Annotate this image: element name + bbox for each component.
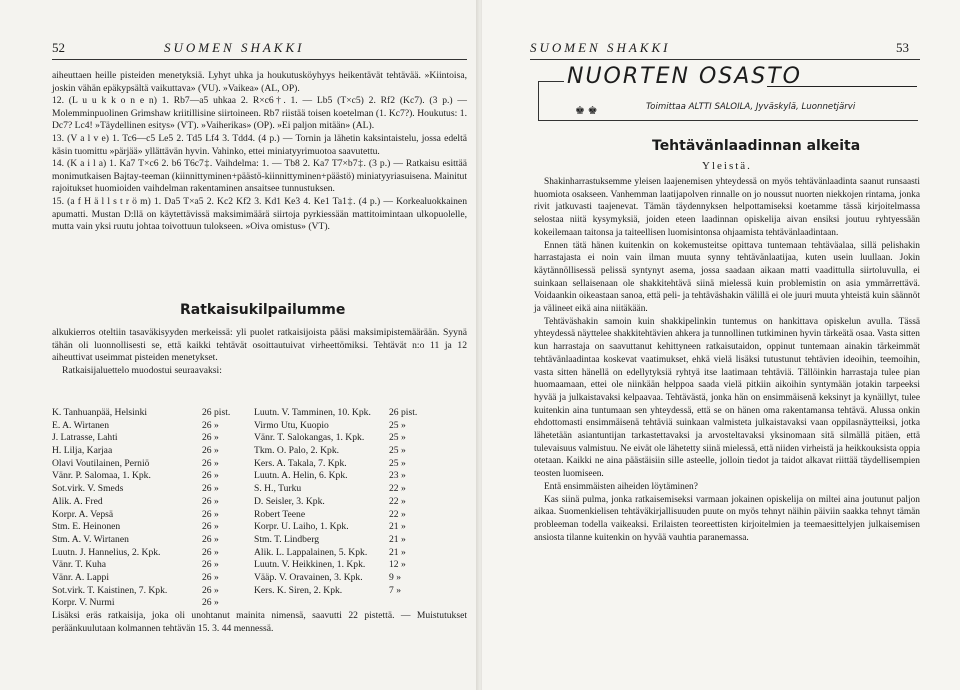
- solver-name: Robert Teene: [254, 508, 306, 520]
- solver-points: 22 »: [389, 495, 406, 507]
- solver-points: 26 »: [202, 508, 219, 520]
- paragraph: Ennen tätä hänen kuitenkin on kokemusteitse opittava tuntemaan tehtäväalaa, sillä pelishakin harrastajasta ei noin vain ilman muuta synny tehtävänlaatijaa, kuten usein luullaan. Jokin käytännöllisessä pelissä syntynyt asema, jossa saadaan aikaan matti vaadittulla siirtoluvulla, ei suinkaan sellaisenaan ole shakkitehtävä siinä mielessä kuin problemistin on asia ymmärrettävä. Voidaankin oikeastaan sanoa, että peli- ja tehtäväshakin välillä ei ole juuri muuta yhteistä kuin säännöt ja välineet eikä aina niitäkään.: [534, 240, 920, 315]
- table-row: [52, 597, 467, 610]
- solver-points: 26 »: [202, 470, 219, 482]
- solver-name: Vänr. A. Lappi: [52, 571, 110, 583]
- solver-points: 21 »: [389, 521, 406, 533]
- solver-points: 12 »: [389, 559, 406, 571]
- left-page: [0, 0, 478, 690]
- table-row: [52, 432, 467, 445]
- solver-name: Luutn. V. Tamminen, 10. Kpk.: [254, 407, 371, 418]
- solver-points: 26 pist.: [389, 407, 418, 418]
- table-row: [52, 559, 467, 572]
- section-text: [52, 327, 467, 377]
- solver-name: Alik. A. Fred: [52, 495, 103, 507]
- solver-name: Vääp. V. Oravainen, 3. Kpk.: [254, 571, 363, 583]
- table-row: [52, 458, 467, 471]
- article-body: [534, 176, 920, 544]
- paragraph: 14. (K a i l a) 1. Ka7 T×c6 2. b6 T6c7‡. Vaihdelma: 1. — Tb8 2. Ka7 T7×b7‡. (3 p.) — Ratkaisu esittää monimutkaisen Bajtay-teeman (kiinnittyminen+päästö-kiinnittyminen+päästö) miniatyyriasuisena. Mainitut rajoitukset huomioiden vaihdelman rakentaminen ansaitsee tunnustuksen.: [52, 158, 468, 195]
- solver-points: 26 »: [202, 419, 219, 431]
- paragraph: Ratkaisijaluettelo muodostui seuraavaksi:: [62, 364, 222, 376]
- solver-points: 26 »: [202, 445, 219, 457]
- solver-name: Luutn. J. Hannelius, 2. Kpk.: [52, 546, 161, 558]
- solver-name: Sot.virk. T. Kaistinen, 7. Kpk.: [52, 584, 168, 596]
- table-row: [52, 445, 467, 458]
- solver-points: 26 »: [202, 571, 219, 583]
- solver-results-table: [52, 407, 467, 610]
- solver-name: Tkm. O. Palo, 2. Kpk.: [254, 445, 340, 457]
- solver-name: Korpr. V. Nurmi: [52, 597, 115, 609]
- right-header: [530, 40, 920, 60]
- solver-name: Stm. E. Heinonen: [52, 521, 121, 533]
- solver-points: 25 »: [389, 419, 406, 431]
- paragraph: aiheuttaen heille pisteiden menetyksiä. Lyhyt uhka ja houkutusköyhyys heikentävät tehtävää. »Kiintoisa, joskin vähän epäkypsältä vaikuttava» (VU). »Vaikea» (AL, OP).: [52, 70, 467, 94]
- solver-points: 26 »: [202, 457, 219, 469]
- table-row: [52, 470, 467, 483]
- solver-name: Korpr. U. Laiho, 1. Kpk.: [254, 521, 349, 533]
- solver-points: 7 »: [389, 584, 401, 596]
- title-frame: [538, 81, 539, 121]
- solver-name: Alik. L. Lappalainen, 5. Kpk.: [254, 546, 368, 558]
- solver-name: K. Tanhuanpää, Helsinki: [52, 407, 148, 418]
- solver-name: Vänr. T. Salokangas, 1. Kpk.: [254, 432, 365, 444]
- solver-points: 26 »: [202, 483, 219, 495]
- table-row: [52, 585, 467, 598]
- title-underline: [767, 86, 917, 87]
- solver-name: Stm. A. V. Wirtanen: [52, 533, 129, 545]
- paragraph: 15. (a f H ä l l s t r ö m) 1. Da5 T×a5 2. Kc2 Kf2 3. Kd1 Ke3 4. Ke1 Ta1‡. (4 p.) — Korkealuokkainen apumatti. Mustan D:llä on käytettävissä maksimimäärä siirtoja pyrkiessään mattitoimintaan ulkopuolelle, mutta vain yksi ruutu johtaa toivottuun tulokseen. »Oiva omistus» (VT).: [52, 195, 467, 233]
- header-rule: [52, 59, 467, 60]
- solver-points: 26 »: [202, 432, 219, 444]
- running-head: SUOMEN SHAKKI: [164, 40, 305, 55]
- solver-points: 26 »: [202, 495, 219, 507]
- table-row: [52, 534, 467, 547]
- solver-points: 26 »: [202, 533, 219, 545]
- solver-points: 26 »: [202, 597, 219, 609]
- solver-points: 22 »: [389, 483, 406, 495]
- solver-points: 26 »: [202, 546, 219, 558]
- solver-points: 25 »: [389, 457, 406, 469]
- solver-name: Virmo Utu, Kuopio: [254, 419, 329, 431]
- solver-points: 26 »: [202, 521, 219, 533]
- solver-name: S. H., Turku: [254, 483, 302, 495]
- solver-name: H. Lilja, Karjaa: [52, 445, 113, 457]
- solver-points: 21 »: [389, 533, 406, 545]
- table-row: [52, 572, 467, 585]
- section-title: Ratkaisukilpailumme: [180, 302, 346, 318]
- paragraph: Tehtäväshakin samoin kuin shakkipelinkin tuntemus on hankittava opiskelun avulla. Tässä yhteydessä näyttelee shakkitehtävien ahkera ja tunnollinen tutkiminen hyvin tärkeätä osaa. Vasta sitten kun harrastaja on saavuttanut kehittyneen ratkaisutaidon, oppinut tuntemaan ainakin tärkeimmät tehtävänlaadintaa koskevat vaatimukset, ehkä vielä lisäksi tutustunut tehtävien ideoihin, teemoihin, vasta sitten hänellä on edellytyksiä ryhtyä itse laatimaan tehtäviä. Tällöinkin harrastaja tulee pian huomaamaan, ettei ole niinkään helppoa saada vielä pitkiin aikoihin syntymään jotakin tarpeeksi hyvää ja julkaistavaksi kelpaavaa. Tehtävästä, jonka hän on ensimmäisenä keksinyt ja kynäillyt, tulee kuitenkin aina tuntumaan sen yhteydessä, että se on hänen oma rakentamansa tehtävä. Alussa onkin ehdottomasti ensimmäisenä tehtäviä suinkaan valmisteta julkaistavaksi vaan oppilasnäytteiksi, jotka lähetetään asiantuntijan tarkastettavaksi ja arvosteltavaksi yksinomaan sitä silmällä pitäen, että tulevaisuus valmistuu. Ne eivät ole lähetetty siinä mielessä, että niiden virheistä ja heikkouksista oppia otetaan. Kaikki ne aina päästäisiin sille asteelle, jolloin tiedot ja taidot alkavat riittää täydellisempien teosten luomiseen.: [534, 316, 920, 480]
- solver-points: 22 »: [389, 508, 406, 520]
- solver-name: Vänr. T. Kuha: [52, 559, 106, 571]
- solver-points: 23 »: [389, 470, 406, 482]
- title-frame: [538, 120, 918, 121]
- solver-name: Kers. A. Takala, 7. Kpk.: [254, 457, 347, 469]
- left-header: [52, 40, 467, 60]
- title-frame: [538, 81, 564, 82]
- chess-king-icon: ♚ ♚: [575, 105, 598, 117]
- table-row: [52, 547, 467, 560]
- table-row: [52, 509, 467, 522]
- solver-points: 26 pist.: [202, 407, 231, 418]
- solver-name: E. A. Wirtanen: [52, 419, 109, 431]
- running-head: SUOMEN SHAKKI: [530, 40, 671, 55]
- solver-points: 21 »: [389, 546, 406, 558]
- header-rule: [530, 59, 920, 60]
- solver-points: 25 »: [389, 445, 406, 457]
- table-row: [52, 407, 467, 420]
- solver-name: Stm. T. Lindberg: [254, 533, 320, 545]
- solver-name: D. Seisler, 3. Kpk.: [254, 495, 325, 507]
- solver-name: Kers. K. Siren, 2. Kpk.: [254, 584, 343, 596]
- solver-name: Luutn. A. Helin, 6. Kpk.: [254, 470, 348, 482]
- section-heading: Yleistä.: [702, 160, 752, 172]
- page-number: 52: [52, 40, 65, 55]
- solver-points: 26 »: [202, 559, 219, 571]
- paragraph: 12. (L u u k k o n e n) 1. Rb7—a5 uhkaa 2. R×c6†. 1. — Lb5 (T×c5) 2. Rf2 (Kc7). (3 p.) — Molemminpuolinen Grimshaw kriitillisine siirtoineen. Rb7 riistää toisen koetelman (1. Kc7?). Houkutus: 1. Dc7? Lc4! »Täydellinen esitys» (VT). »Vaiherikas» (OP). »Ei paljon mitään» (AL).: [52, 95, 467, 132]
- solver-points: 26 »: [202, 584, 219, 596]
- table-row: [52, 496, 467, 509]
- paragraph: Entä ensimmäisten aiheiden löytäminen?: [544, 481, 698, 492]
- department-title: NUORTEN OSASTO: [567, 64, 803, 89]
- table-row: [52, 420, 467, 433]
- solver-name: Sot.virk. V. Smeds: [52, 483, 124, 495]
- solver-name: Olavi Voutilainen, Perniö: [52, 457, 150, 469]
- solver-points: 25 »: [389, 432, 406, 444]
- table-row: [52, 521, 467, 534]
- problem-commentary: [52, 70, 467, 234]
- solver-points: 9 »: [389, 571, 401, 583]
- editor-line: Toimittaa ALTTI SALOILA, Jyväskylä, Luonnetjärvi: [646, 102, 856, 112]
- solver-name: Luutn. V. Heikkinen, 1. Kpk.: [254, 559, 366, 571]
- paragraph: alkukierros oteltiin tasaväkisyyden merkeissä: yli puolet ratkaisijoista pääsi maksimipistemäärään. Syynä tähän oli luonnollisesti se, että kaikki tehtävät osoittautuivat virheettömiksi. Tehtävät n:o 11 ja 12 aiheuttivat useimmat pisteiden menetykset.: [52, 327, 467, 364]
- solver-name: Korpr. A. Vepsä: [52, 508, 114, 520]
- paragraph: Shakinharrastuksemme yleisen laajenemisen yhteydessä on myös tehtävänlaadinta saanut runsaasti huomiota osakseen. Vanhemman laatijapolven rinnalle on jo noussut nuorten niekkojen rintama, jonka rivit jatkuvasti taajenevat. Tämän täydennyksen helpottamiseksi koetamme tässä kirjoitelmassa selostaa niitä kysymyksiä, joiden eteen laadinnan opiskelija aivan ensiksi joutuu ryhtyessään kokeilemaan taitonsa ja taiteellisen luomisintonsa ohjaamista tehtävänlaadintaan.: [534, 177, 920, 238]
- paragraph: 13. (V a l v e) 1. Tc6—c5 Le5 2. Td5 Lf4 3. Tdd4. (4 p.) — Tornin ja lähetin kaksintaistelu, jossa edeltä käsin tuomittu »pärjää» yllättävän hyvin. Vahinko, ettei miniatyyrimuotoa saavutettu.: [52, 132, 467, 157]
- table-row: [52, 483, 467, 496]
- page-number: 53: [896, 40, 909, 55]
- footer-text: Lisäksi eräs ratkaisija, joka oli unohtanut mainita nimensä, saavutti 22 pistettä. — Muistutukset peräänkuulutaan kolmannen tehtävän 15. 3. 44 mennessä.: [52, 610, 467, 634]
- article-title: Tehtävänlaadinnan alkeita: [652, 138, 861, 154]
- solver-name: Vänr. P. Salomaa, 1. Kpk.: [52, 470, 151, 482]
- paragraph: Kas siinä pulma, jonka ratkaisemiseksi varmaan jokainen opiskelija on miltei aina joutunut paljon aikaa. Suomenkielisen tehtäväkirjallisuuden puute on myös tehnyt näihin päiviin saakka tehnyt tämän probleeman todella vaikeaksi. Erilaisten teoreettisten kirjoitelmien ja teemaesittelyjen julkaisemisen ansiosta tilanne kuitenkin on hyvää vauhtia paranemassa.: [534, 494, 920, 543]
- solver-name: J. Latrasse, Lahti: [52, 432, 118, 444]
